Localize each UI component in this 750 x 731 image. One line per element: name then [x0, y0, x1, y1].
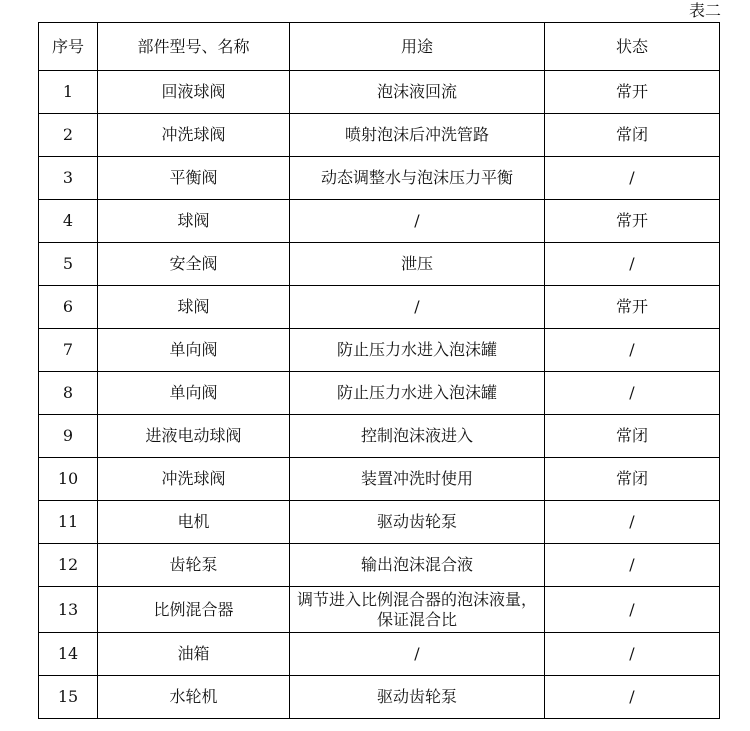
table-row: [39, 415, 720, 458]
cell-name: 冲洗球阀: [98, 458, 290, 501]
table-row: [39, 458, 720, 501]
cell-use: 防止压力水进入泡沫罐: [290, 372, 545, 415]
table-row: [39, 676, 720, 719]
cell-name: 进液电动球阀: [98, 415, 290, 458]
cell-state: 常开: [545, 200, 720, 243]
cell-no: 3: [39, 157, 98, 200]
cell-state: 常闭: [545, 114, 720, 157]
table-header-row: [39, 23, 720, 71]
cell-state: /: [545, 587, 720, 633]
table-row: [39, 587, 720, 633]
cell-use: 调节进入比例混合器的泡沫液量，保证混合比: [290, 587, 545, 633]
cell-use: /: [290, 200, 545, 243]
cell-no: 6: [39, 286, 98, 329]
cell-state: /: [545, 544, 720, 587]
cell-use: 泄压: [290, 243, 545, 286]
cell-use: 喷射泡沫后冲洗管路: [290, 114, 545, 157]
cell-name: 比例混合器: [98, 587, 290, 633]
cell-no: 4: [39, 200, 98, 243]
cell-state: 常闭: [545, 415, 720, 458]
cell-no: 14: [39, 633, 98, 676]
table-row: [39, 501, 720, 544]
header-state: 状态: [545, 23, 720, 71]
cell-no: 11: [39, 501, 98, 544]
cell-no: 12: [39, 544, 98, 587]
cell-name: 单向阀: [98, 372, 290, 415]
cell-state: /: [545, 372, 720, 415]
table-caption: 表二: [688, 1, 721, 20]
cell-state: /: [545, 157, 720, 200]
cell-name: 冲洗球阀: [98, 114, 290, 157]
cell-state: 常闭: [545, 458, 720, 501]
cell-name: 平衡阀: [98, 157, 290, 200]
table-row: [39, 157, 720, 200]
cell-name: 齿轮泵: [98, 544, 290, 587]
cell-name: 安全阀: [98, 243, 290, 286]
cell-state: /: [545, 633, 720, 676]
cell-use: 驱动齿轮泵: [290, 676, 545, 719]
cell-no: 13: [39, 587, 98, 633]
cell-state: /: [545, 676, 720, 719]
parts-table: [38, 22, 720, 719]
cell-use: 防止压力水进入泡沫罐: [290, 329, 545, 372]
cell-use: /: [290, 286, 545, 329]
table-row: [39, 286, 720, 329]
header-use: 用途: [290, 23, 545, 71]
cell-no: 7: [39, 329, 98, 372]
cell-state: /: [545, 329, 720, 372]
cell-state: 常开: [545, 286, 720, 329]
cell-no: 8: [39, 372, 98, 415]
table-row: [39, 372, 720, 415]
cell-state: /: [545, 243, 720, 286]
cell-name: 单向阀: [98, 329, 290, 372]
table-row: [39, 544, 720, 587]
header-name: 部件型号、名称: [98, 23, 290, 71]
table-row: [39, 200, 720, 243]
table-row: [39, 329, 720, 372]
cell-name: 回液球阀: [98, 71, 290, 114]
cell-no: 9: [39, 415, 98, 458]
cell-name: 球阀: [98, 200, 290, 243]
cell-use: 驱动齿轮泵: [290, 501, 545, 544]
cell-no: 15: [39, 676, 98, 719]
table-row: [39, 633, 720, 676]
cell-use: 装置冲洗时使用: [290, 458, 545, 501]
cell-state: 常开: [545, 71, 720, 114]
cell-use: /: [290, 633, 545, 676]
cell-no: 10: [39, 458, 98, 501]
cell-no: 2: [39, 114, 98, 157]
cell-use: 动态调整水与泡沫压力平衡: [290, 157, 545, 200]
table-row: [39, 71, 720, 114]
cell-use: 控制泡沫液进入: [290, 415, 545, 458]
cell-use: 输出泡沫混合液: [290, 544, 545, 587]
cell-use: 泡沫液回流: [290, 71, 545, 114]
cell-state: /: [545, 501, 720, 544]
table-row: [39, 243, 720, 286]
cell-no: 1: [39, 71, 98, 114]
cell-name: 水轮机: [98, 676, 290, 719]
header-no: 序号: [39, 23, 98, 71]
cell-name: 球阀: [98, 286, 290, 329]
cell-name: 电机: [98, 501, 290, 544]
cell-no: 5: [39, 243, 98, 286]
table-row: [39, 114, 720, 157]
cell-name: 油箱: [98, 633, 290, 676]
